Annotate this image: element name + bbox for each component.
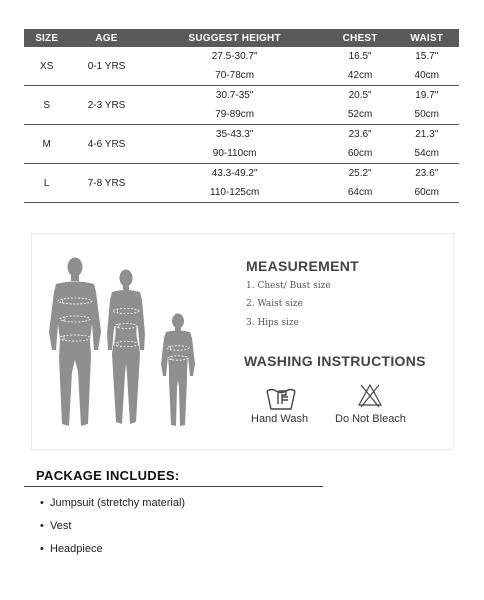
waist-in-cell: 23.6" [415, 168, 439, 179]
header-waist: WAIST [395, 29, 459, 47]
package-item-label: Jumpsuit (stretchy material) [50, 497, 186, 509]
waist-cm-cell: 54cm [395, 144, 459, 164]
age-cell: 0-1 YRS [69, 47, 143, 86]
bullet-icon: • [40, 497, 44, 509]
height-in-cell: 30.7-35" [215, 90, 254, 101]
size-cell: S [24, 86, 69, 125]
body-figures-illustration [38, 252, 208, 437]
size-cell: XS [24, 47, 69, 86]
size-cell: L [24, 164, 69, 203]
chest-in-cell: 25.2" [348, 168, 372, 179]
height-cm-cell: 79-89cm [144, 105, 326, 125]
chest-cm-cell: 64cm [326, 183, 395, 203]
height-in-cell: 35-43.3" [215, 129, 254, 140]
header-size: SIZE [24, 29, 69, 47]
age-cell: 2-3 YRS [69, 86, 143, 125]
waist-cm-cell: 60cm [395, 183, 459, 203]
measurement-item: 2. Waist size [246, 299, 303, 309]
hand-wash-icon [264, 382, 298, 412]
figure-mark-2: 2 [63, 317, 66, 323]
bullet-icon: • [40, 543, 44, 555]
waist-in-cell: 19.7" [415, 90, 439, 101]
list-item [40, 543, 103, 555]
package-item-label: Headpiece [50, 543, 103, 555]
header-chest: CHEST [326, 29, 395, 47]
figure-mark-1: 1 [169, 346, 172, 352]
chest-cm-cell: 60cm [326, 144, 395, 164]
figure-mark-2: 2 [170, 356, 173, 362]
age-cell: 7-8 YRS [69, 164, 143, 203]
table-row [24, 47, 459, 66]
figure-mark-1: 1 [116, 309, 119, 315]
figure-mark-1: 1 [61, 299, 64, 305]
chest-in-cell: 23.6" [348, 129, 372, 140]
age-cell: 4-6 YRS [69, 125, 143, 164]
figure-mark-3: 3 [62, 336, 65, 342]
height-in-cell: 27.5-30.7" [211, 51, 258, 62]
chest-cm-cell: 52cm [326, 105, 395, 125]
size-cell: M [24, 125, 69, 164]
measurement-item: 1. Chest/ Bust size [246, 281, 331, 291]
chest-in-cell: 16.5" [348, 51, 372, 62]
bullet-icon: • [40, 520, 44, 532]
chest-in-cell: 20.5" [348, 90, 372, 101]
figure-mark-2: 2 [117, 324, 120, 330]
height-cm-cell: 70-78cm [144, 66, 326, 86]
washing-title: WASHING INSTRUCTIONS [244, 353, 426, 369]
measurement-panel [31, 233, 454, 450]
height-cm-cell: 110-125cm [144, 183, 326, 203]
list-item [40, 520, 71, 532]
measurement-title: MEASUREMENT [246, 258, 359, 274]
header-age: AGE [69, 29, 143, 47]
measurement-item: 3. Hips size [246, 318, 299, 328]
list-item [40, 497, 185, 509]
header-height: SUGGEST HEIGHT [144, 29, 326, 47]
table-row [24, 86, 459, 106]
height-in-cell: 43.3-49.2" [211, 168, 258, 179]
package-divider [24, 486, 323, 487]
waist-cm-cell: 50cm [395, 105, 459, 125]
no-bleach-icon [357, 382, 383, 408]
figure-mark-3: 3 [116, 342, 119, 348]
waist-in-cell: 15.7" [415, 51, 439, 62]
package-title: PACKAGE INCLUDES: [36, 468, 180, 483]
height-cm-cell: 90-110cm [144, 144, 326, 164]
package-item-label: Vest [50, 520, 72, 532]
size-chart-table [24, 29, 459, 203]
chest-cm-cell: 42cm [326, 66, 395, 86]
table-row [24, 164, 459, 184]
waist-in-cell: 21.3" [415, 129, 439, 140]
table-row [24, 125, 459, 145]
hand-wash-label: Hand Wash [251, 413, 309, 425]
size-chart-header-row [24, 29, 459, 47]
no-bleach-label: Do Not Bleach [335, 413, 406, 425]
waist-cm-cell: 40cm [395, 66, 459, 86]
